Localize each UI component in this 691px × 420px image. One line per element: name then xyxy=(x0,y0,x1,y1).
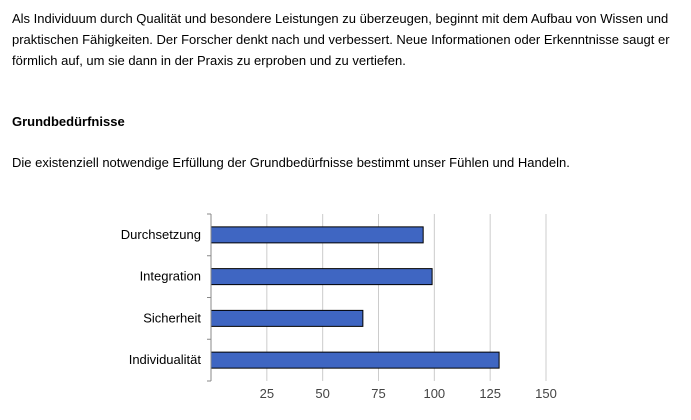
x-tick-label: 75 xyxy=(371,386,386,401)
x-tick-label: 25 xyxy=(259,386,275,401)
x-tick-label: 100 xyxy=(423,386,446,401)
category-label: Individualität xyxy=(128,352,201,368)
x-tick-label: 150 xyxy=(535,386,557,401)
bar-sicherheit xyxy=(211,310,363,326)
bar-durchsetzung xyxy=(211,227,423,243)
section-heading: Grundbedürfnisse xyxy=(12,114,125,129)
bar-integration xyxy=(211,269,432,285)
bar-individualität xyxy=(211,352,499,368)
category-label: Integration xyxy=(139,268,201,284)
bar-chart xyxy=(0,205,691,420)
section-description: Die existenziell notwendige Erfüllung der Grundbedürfnisse bestimmt unser Fühlen und Handeln. xyxy=(12,155,570,170)
x-tick-label: 125 xyxy=(479,386,502,401)
category-label: Durchsetzung xyxy=(120,226,201,242)
x-tick-label: 50 xyxy=(315,386,330,401)
intro-paragraph: Als Individuum durch Qualität und besondere Leistungen zu überzeugen, beginnt mit dem Aufbau von Wissen und praktischen Fähigkeiten. Der Forscher denkt nach und verbessert. Neue Informationen oder Erkenntnisse saugt er förmlich auf, um sie dann in der Praxis zu erproben und zu vertiefen. xyxy=(12,11,670,68)
category-label: Sicherheit xyxy=(143,310,201,326)
